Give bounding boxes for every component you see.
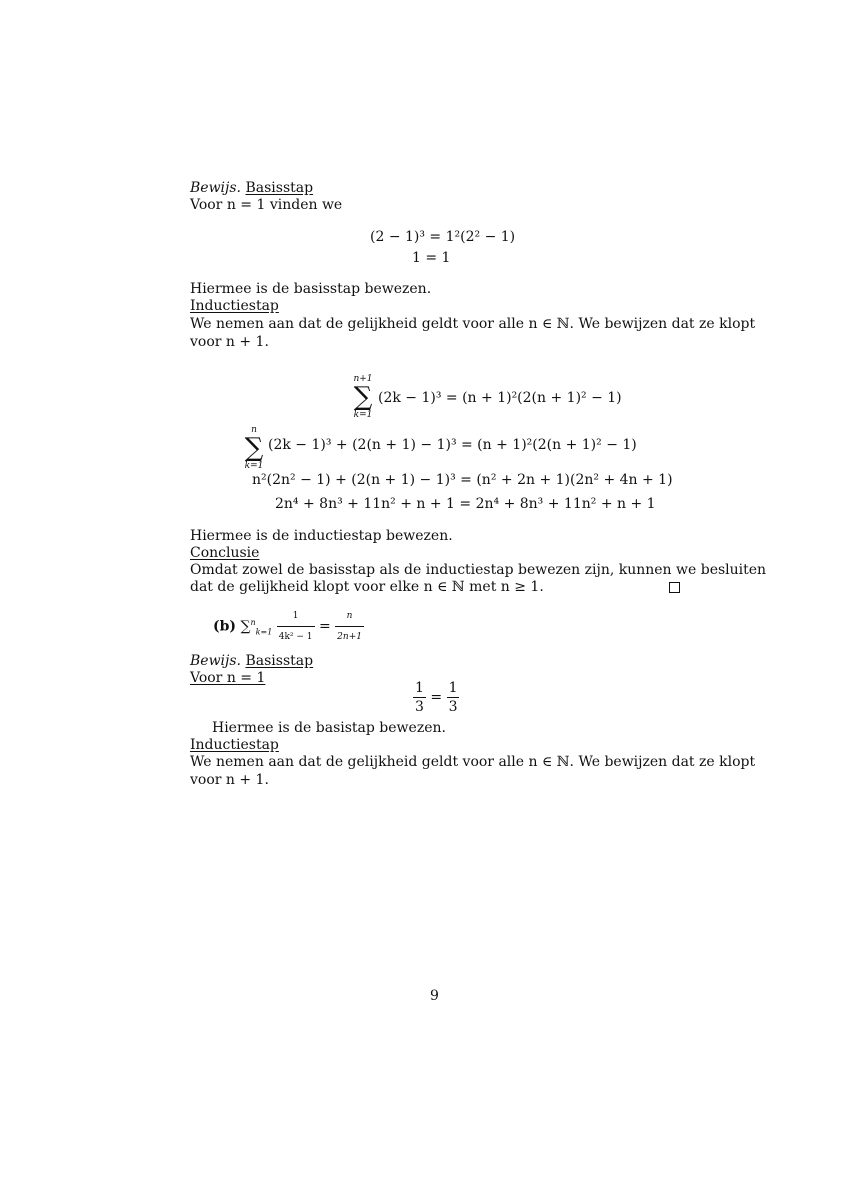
proof-header-b [190, 653, 313, 669]
sum-upper-limit: n+1 [353, 374, 373, 384]
basis-equation-1: (2 − 1)³ = 1²(2² − 1) [370, 229, 516, 245]
part-b-label: (b) [213, 618, 237, 635]
proof-header-a [190, 180, 313, 196]
proof-label: Bewijs. [190, 653, 242, 669]
induction-intro-b-line-1: We nemen aan dat de gelijkheid geldt voor alle n ∈ ℕ. We bewijzen dat ze klopt [190, 754, 756, 770]
page-number: 9 [430, 988, 439, 1004]
basis-intro-b: Voor n = 1 [190, 670, 266, 686]
sum-upper-limit: n [251, 425, 257, 435]
rhs-fraction: $\frac{n}{2n+1}$ [335, 606, 364, 647]
sum-icon: ∑ [240, 618, 251, 635]
sum-lower-limit: k=1 [255, 627, 273, 637]
basis-equation-b: $\frac{1}{3}$ = $\frac{1}{3}$ [415, 680, 458, 715]
part-b-statement [213, 606, 364, 647]
inductiestap-heading: Inductiestap [190, 298, 279, 314]
conclusie-heading: Conclusie [190, 545, 260, 561]
basis-intro: Voor n = 1 vinden we [190, 197, 343, 213]
induction-equation-2: (2k − 1)³ + (2(n + 1) − 1)³ = (n + 1)²(2(n + 1)² − 1) [268, 437, 637, 453]
fraction-right: $\frac{1}{3}$ [448, 680, 458, 715]
sum-symbol-1: n+1 ∑ k=1 [348, 374, 378, 420]
proof-label: Bewijs. [190, 180, 242, 196]
conclusion-line-1: Omdat zowel de basisstap als de inductiestap bewezen zijn, kunnen we besluiten [190, 562, 767, 578]
conclusion-line-2: dat de gelijkheid klopt voor elke n ∈ ℕ met n ≥ 1. [190, 579, 544, 595]
induction-equation-4: 2n⁴ + 8n³ + 11n² + n + 1 = 2n⁴ + 8n³ + 11n² + n + 1 [275, 496, 656, 512]
induction-intro-b-line-2: voor n + 1. [190, 772, 269, 788]
basis-equation-2: 1 = 1 [412, 250, 451, 266]
induction-equation-3: n²(2n² − 1) + (2(n + 1) − 1)³ = (n² + 2n + 1)(2n² + 4n + 1) [252, 472, 673, 488]
equals-sign: = [318, 618, 331, 635]
basis-conclusion-b: Hiermee is de basistap bewezen. [212, 720, 446, 736]
basis-conclusion: Hiermee is de basisstap bewezen. [190, 281, 432, 297]
basisstap-heading: Basisstap [245, 653, 314, 669]
sum-symbol-2: n ∑ k=1 [240, 425, 268, 471]
induction-intro-line-2: voor n + 1. [190, 334, 269, 350]
induction-intro-line-1: We nemen aan dat de gelijkheid geldt voor alle n ∈ ℕ. We bewijzen dat ze klopt [190, 316, 756, 332]
basisstap-heading: Basisstap [245, 180, 314, 196]
induction-equation-1: (2k − 1)³ = (n + 1)²(2(n + 1)² − 1) [378, 390, 622, 406]
sum-lower-limit: k=1 [353, 410, 373, 420]
induction-conclusion: Hiermee is de inductiestap bewezen. [190, 528, 453, 544]
sum-lower-limit: k=1 [244, 461, 264, 471]
qed-box-icon [669, 582, 680, 593]
lhs-fraction: $\frac{1}{\text{4k² − 1}}$ [277, 606, 315, 647]
sum-upper-limit: n [250, 617, 256, 627]
fraction-left: $\frac{1}{3}$ [415, 680, 424, 715]
inductiestap-heading-b: Inductiestap [190, 737, 279, 753]
